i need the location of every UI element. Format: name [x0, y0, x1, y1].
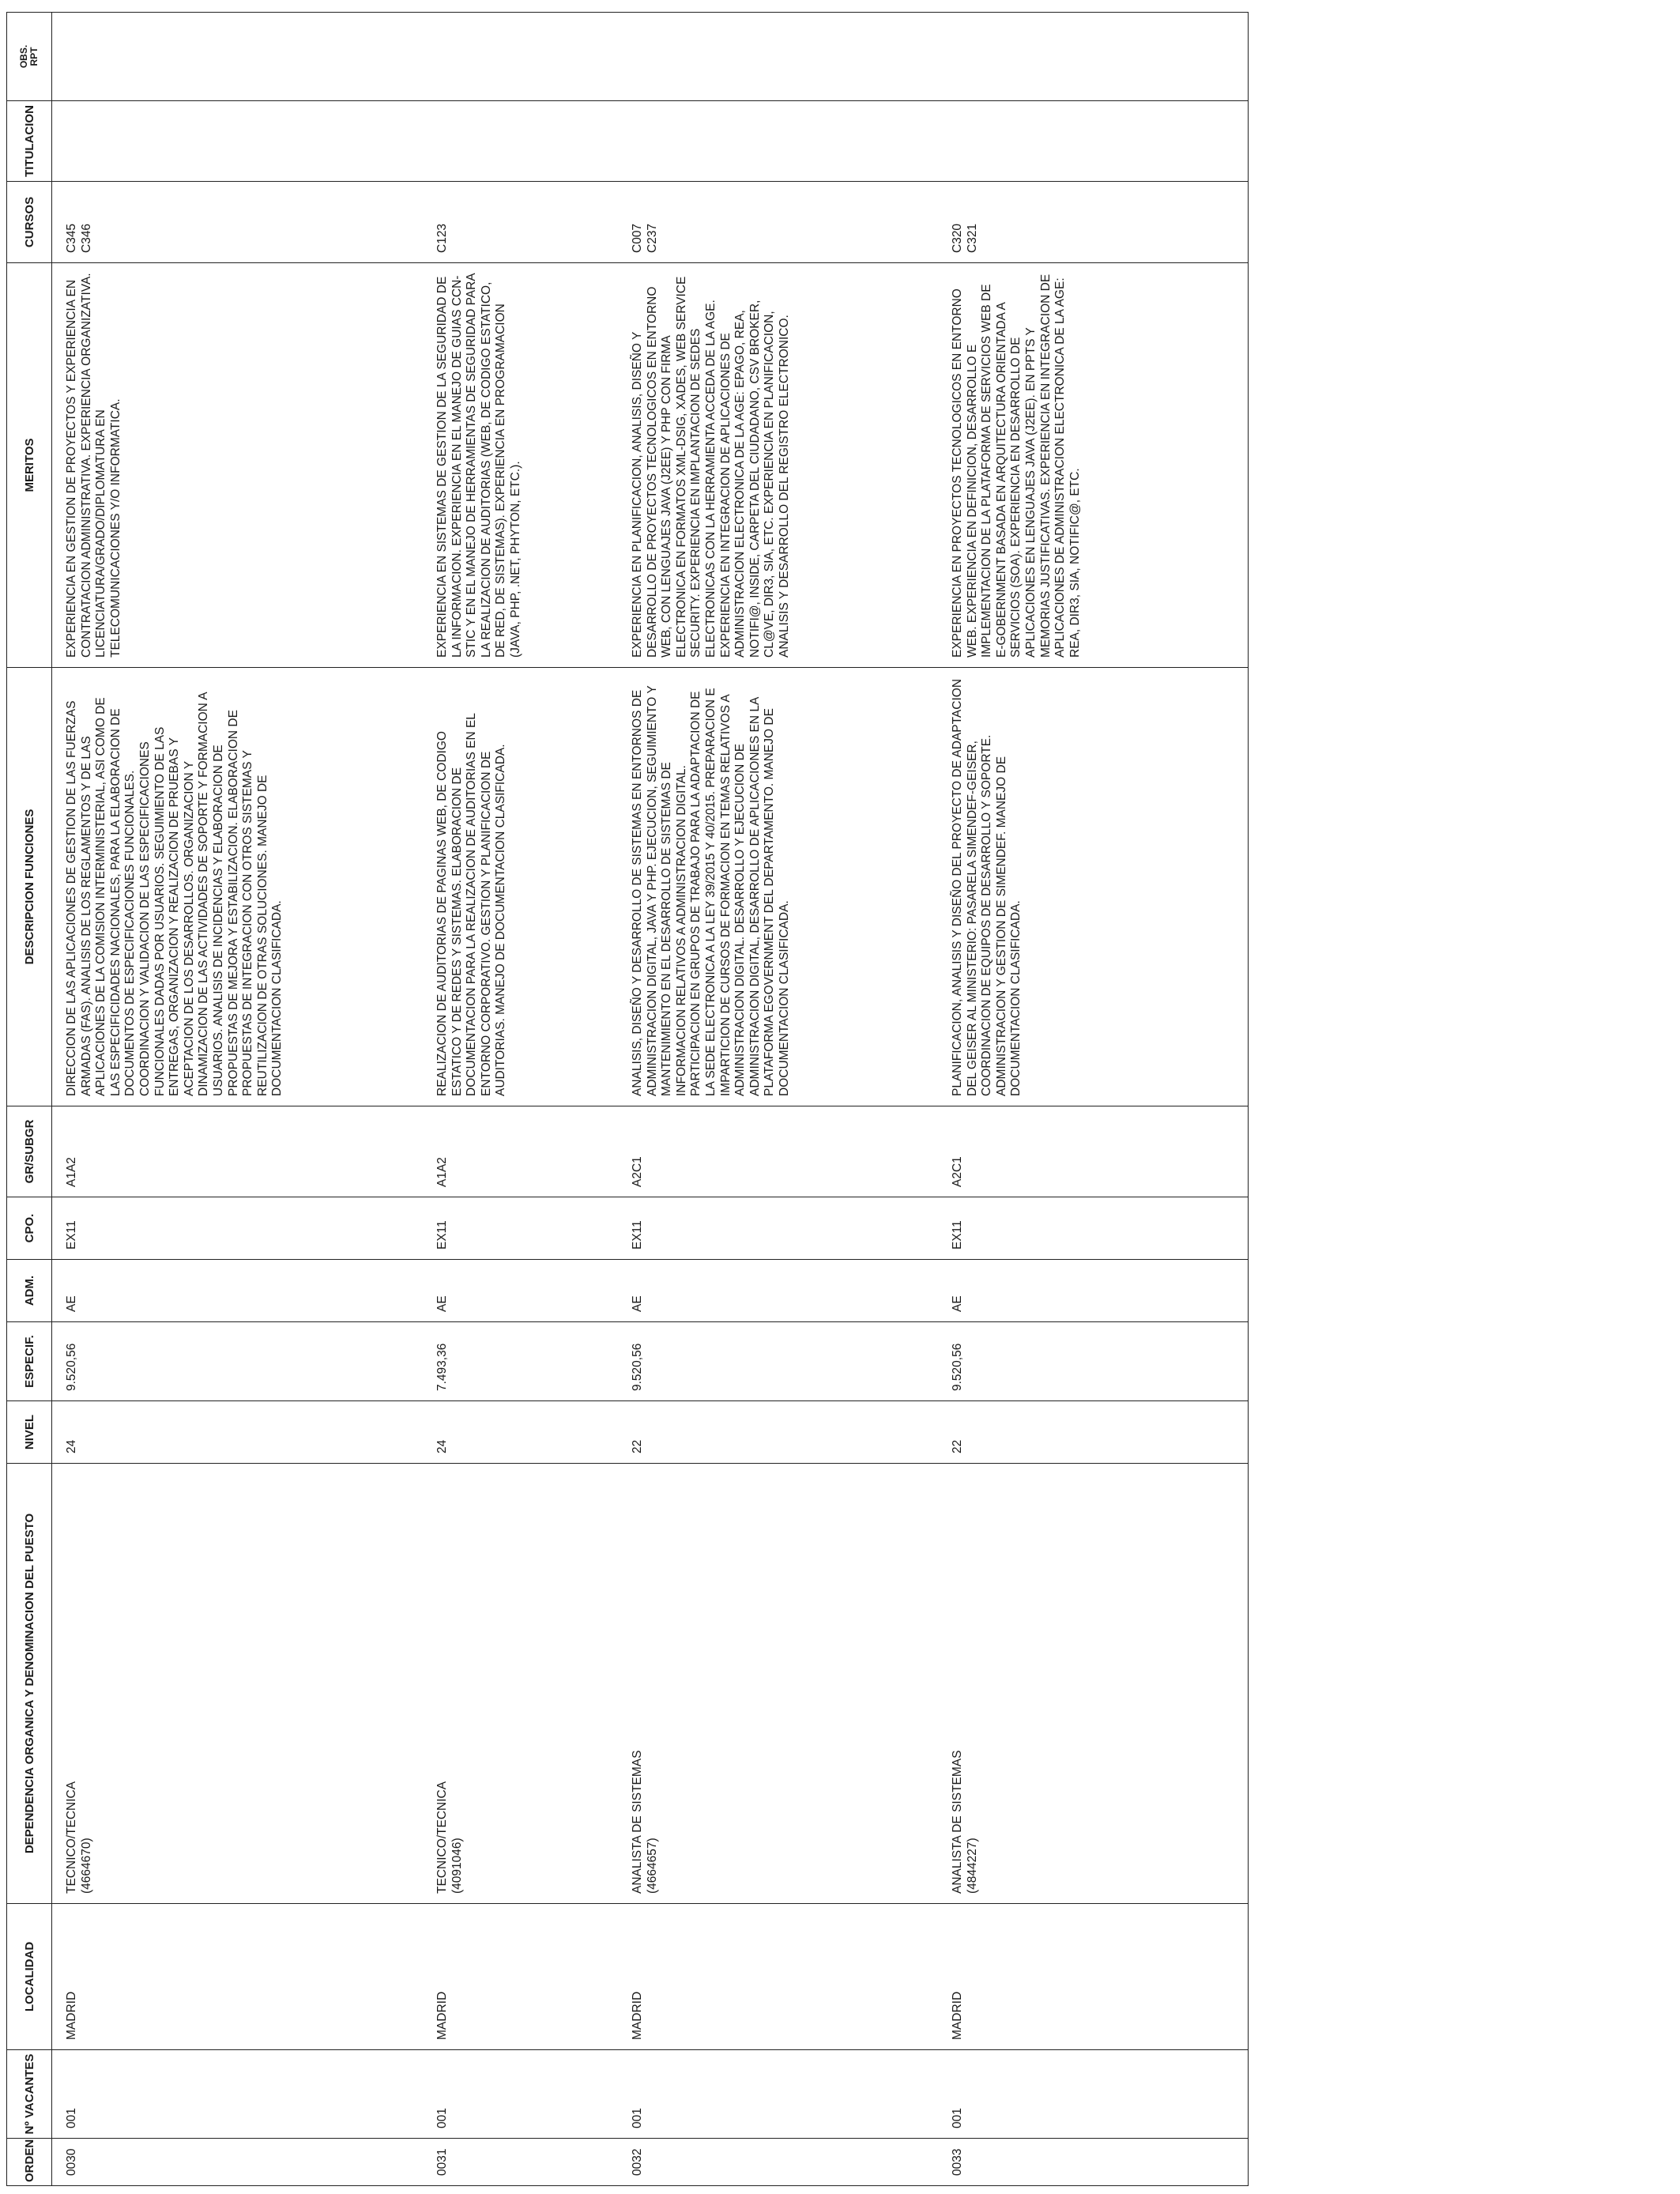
cell-funciones: PLANIFICACION, ANALISIS Y DISEÑO DEL PROYECTO DE ADAPTACION DEL GEISER AL MINISTERIO: PASARELA SIMENDEF-GEISER, COORDINACION DE EQUIPOS DE DESARROLLO Y SOPORTE. ADMINISTRACION Y GESTION DE SIMENDEF. MANEJO DE DOCUMENTACION CLASIFICADA. — [938, 668, 1249, 1106]
cell-grsubgr: A2C1 — [618, 1106, 938, 1197]
cell-especif: 9.520,56 — [938, 1322, 1249, 1401]
header-vacantes: Nº VACANTES — [7, 2050, 52, 2139]
cell-adm: AE — [938, 1260, 1249, 1322]
cell-cursos — [52, 182, 424, 263]
puesto-name: ANALISTA DE SISTEMAS — [951, 1750, 964, 1894]
cell-localidad: MADRID — [618, 1904, 938, 2050]
cell-cpo: EX11 — [52, 1197, 424, 1260]
cell-cpo: EX11 — [938, 1197, 1249, 1260]
puesto-code: (4664657) — [645, 1838, 659, 1894]
puesto-code: (4664670) — [79, 1838, 93, 1894]
cell-orden: 0030 — [52, 2139, 424, 2186]
cell-dependencia — [423, 1464, 618, 1904]
cell-dependencia — [52, 1464, 424, 1904]
cell-grsubgr: A1A2 — [423, 1106, 618, 1197]
cell-titulacion — [52, 101, 424, 182]
header-localidad: LOCALIDAD — [7, 1904, 52, 2050]
header-nivel: NIVEL — [7, 1401, 52, 1464]
cell-titulacion — [938, 101, 1249, 182]
cell-cursos — [423, 182, 618, 263]
cell-adm: AE — [618, 1260, 938, 1322]
cell-localidad: MADRID — [423, 1904, 618, 2050]
cell-adm: AE — [52, 1260, 424, 1322]
cell-nivel: 24 — [52, 1401, 424, 1464]
cell-titulacion — [423, 101, 618, 182]
table-row — [938, 13, 1249, 2186]
curso-code: C007 — [631, 223, 644, 253]
cell-funciones: REALIZACION DE AUDITORIAS DE PAGINAS WEB, DE CODIGO ESTATICO Y DE REDES Y SISTEMAS. ELABORACION DE DOCUMENTACION PARA LA REALIZACION DE AUDITORIAS EN EL ENTORNO CORPORATIVO. GESTION Y PLANIFICACION DE AUDITORIAS. MANEJO DE DOCUMENTACION CLASIFICADA. — [423, 668, 618, 1106]
cell-funciones: DIRECCION DE LAS APLICACIONES DE GESTION DE LAS FUERZAS ARMADAS (FAS). ANALISIS DE LOS REGLAMENTOS Y DE LAS APLICACIONES DE LA COMISION INTERMINISTERIAL, ASI COMO DE LAS ESPECIFICIDADES NACIONALES, PARA LA ELABORACION DE DOCUMENTOS DE ESPECIFICACIONES FUNCIONALES. COORDINACION Y VALIDACION DE LAS ESPECIFICACIONES FUNCIONALES DADAS POR USUARIOS. SEGUIMIENTO DE LAS ENTREGAS, ORGANIZACION Y REALIZACION DE PRUEBAS Y ACEPTACION DE LOS DESARROLLOS. ORGANIZACION Y DINAMIZACION DE LAS ACTIVIDADES DE SOPORTE Y FORMACION A USUARIOS. ANALISIS DE INCIDENCIAS Y ELABORACION DE PROPUESTAS DE MEJORA Y ESTABILIZACION. ELABORACION DE PROPUESTAS DE INTEGRACION CON OTROS SISTEMAS Y REUTILIZACION DE OTRAS SOLUCIONES. MANEJO DE DOCUMENTACION CLASIFICADA. — [52, 668, 424, 1106]
table-row — [618, 13, 938, 2186]
cell-grsubgr: A1A2 — [52, 1106, 424, 1197]
curso-code: C237 — [645, 223, 659, 253]
header-obs-line1: OBS. — [18, 44, 30, 69]
cell-localidad: MADRID — [52, 1904, 424, 2050]
cell-obs — [423, 13, 618, 101]
header-titulacion: TITULACION — [7, 101, 52, 182]
cell-vacantes: 001 — [938, 2050, 1249, 2139]
cell-cpo: EX11 — [423, 1197, 618, 1260]
cell-especif: 7.493,36 — [423, 1322, 618, 1401]
header-adm: ADM. — [7, 1260, 52, 1322]
curso-code: C345 — [65, 223, 78, 253]
puesto-name: ANALISTA DE SISTEMAS — [631, 1750, 644, 1894]
header-especif: ESPECIF. — [7, 1322, 52, 1401]
puesto-name: TECNICO/TECNICA — [435, 1781, 449, 1894]
cell-dependencia — [618, 1464, 938, 1904]
header-obs-line2: RPT — [28, 47, 40, 66]
cell-cursos — [618, 182, 938, 263]
header-row — [7, 13, 52, 2186]
cell-meritos: EXPERIENCIA EN GESTION DE PROYECTOS Y EXPERIENCIA EN CONTRATACION ADMINISTRATIVA. EXPERIENCIA ORGANIZATIVA. LICENCIATURA/GRADO/DIPLOMATURA EN TELECOMUNICACIONES Y/O INFORMATICA. — [52, 263, 424, 668]
cell-especif: 9.520,56 — [618, 1322, 938, 1401]
cell-adm: AE — [423, 1260, 618, 1322]
puesto-name: TECNICO/TECNICA — [65, 1781, 78, 1894]
cell-nivel: 22 — [938, 1401, 1249, 1464]
cell-especif: 9.520,56 — [52, 1322, 424, 1401]
cell-funciones: ANALISIS, DISEÑO Y DESARROLLO DE SISTEMAS EN ENTORNOS DE ADMINISTRACION DIGITAL, JAVA Y PHP. EJECUCION, SEGUIMIENTO Y MANTENIMIENTO EN EL DESARROLLO DE SISTEMAS DE INFORMACION RELATIVOS A ADMINISTRACION DIGITAL. PARTICIPACION EN GRUPOS DE TRABAJO PARA LA ADAPTACION DE LA SEDE ELECTRONICA A LA LEY 39/2015 Y 40/2015. PREPARACION E IMPARTICION DE CURSOS DE FORMACION EN TEMAS RELATIVOS A ADMINISTRACION DIGITAL. DESARROLLO Y EJECUCION DE ADMINISTRACION DIGITAL, DESARROLLO DE APLICACIONES EN LA PLATAFORMA EGOVERNMENT DEL DEPARTAMENTO. MANEJO DE DOCUMENTACION CLASIFICADA. — [618, 668, 938, 1106]
header-orden: ORDEN — [7, 2139, 52, 2186]
cell-grsubgr: A2C1 — [938, 1106, 1249, 1197]
table-row — [52, 13, 424, 2186]
cell-meritos: EXPERIENCIA EN PLANIFICACION, ANALISIS, DISEÑO Y DESARROLLO DE PROYECTOS TECNOLOGICOS EN ENTORNO WEB, CON LENGUAJES JAVA (J2EE) Y PHP CON FIRMA ELECTRONICA EN FORMATOS XML-DSIG, XADES, WEB SERVICE SECURITY. EXPERIENCIA EN IMPLANTACION DE SEDES ELECTRONICAS CON LA HERRAMIENTA ACCEDA DE LA AGE. EXPERIENCIA EN INTEGRACION DE APLICACIONES DE ADMINISTRACION ELECTRONICA DE LA AGE: EPAGO, REA, NOTIFI@, INSIDE, CARPETA DEL CIUDADANO, CSV BROKER, CL@VE, DIR3, SIA, ETC. EXPERIENCIA EN PLANIFICACION, ANALISIS Y DESARROLLO DEL REGISTRO ELECTRONICO. — [618, 263, 938, 668]
header-cpo: CPO. — [7, 1197, 52, 1260]
cell-vacantes: 001 — [423, 2050, 618, 2139]
cell-nivel: 22 — [618, 1401, 938, 1464]
header-obs-rpt — [7, 13, 52, 101]
cell-dependencia — [938, 1464, 1249, 1904]
cell-titulacion — [618, 101, 938, 182]
curso-code: C123 — [435, 223, 449, 253]
cell-obs — [938, 13, 1249, 101]
cell-nivel: 24 — [423, 1401, 618, 1464]
cell-localidad: MADRID — [938, 1904, 1249, 2050]
header-grsubgr: GR/SUBGR — [7, 1106, 52, 1197]
cell-meritos: EXPERIENCIA EN PROYECTOS TECNOLOGICOS EN ENTORNO WEB. EXPERIENCIA EN DEFINICION, DESARROLLO E IMPLEMENTACION DE LA PLATAFORMA DE SERVICIOS WEB DE E-GOBERNMENT BASADA EN ARQUITECTURA ORIENTADA A SERVICIOS (SOA). EXPERIENCIA EN DESARROLLO DE APLICACIONES EN LENGUAJES JAVA (J2EE). EN PPTS Y MEMORIAS JUSTIFICATIVAS. EXPERIENCIA EN INTEGRACION DE APLICACIONES DE ADMINISTRACION ELECTRONICA DE LA AGE: REA, DIR3, SIA, NOTIFIC@, ETC. — [938, 263, 1249, 668]
header-dependencia: DEPENDENCIA ORGANICA Y DENOMINACION DEL PUESTO — [7, 1464, 52, 1904]
curso-code: C321 — [965, 223, 979, 253]
table-row — [423, 13, 618, 2186]
header-funciones: DESCRIPCION FUNCIONES — [7, 668, 52, 1106]
cell-meritos: EXPERIENCIA EN SISTEMAS DE GESTION DE LA SEGURIDAD DE LA INFORMACION. EXPERIENCIA EN EL MANEJO DE GUIAS CCN-STIC Y EN EL MANEJO DE HERRAMIENTAS DE SEGURIDAD PARA LA REALIZACION DE AUDITORIAS (WEB, DE CODIGO ESTATICO, DE RED, DE SISTEMAS). EXPERIENCIA EN PROGRAMACION (JAVA, PHP, .NET, PHYTON, ETC.). — [423, 263, 618, 668]
header-cursos: CURSOS — [7, 182, 52, 263]
cell-obs — [52, 13, 424, 101]
curso-code: C346 — [79, 223, 93, 253]
cell-orden: 0033 — [938, 2139, 1249, 2186]
puesto-code: (4844227) — [965, 1838, 979, 1894]
curso-code: C320 — [951, 223, 964, 253]
cell-cpo: EX11 — [618, 1197, 938, 1260]
cell-vacantes: 001 — [52, 2050, 424, 2139]
cell-orden: 0031 — [423, 2139, 618, 2186]
cell-orden: 0032 — [618, 2139, 938, 2186]
cell-vacantes: 001 — [618, 2050, 938, 2139]
header-meritos: MERITOS — [7, 263, 52, 668]
cell-obs — [618, 13, 938, 101]
vacancy-table — [6, 12, 1249, 2186]
puesto-code: (4091046) — [450, 1838, 464, 1894]
rotated-table-container — [6, 13, 1190, 2186]
cell-cursos — [938, 182, 1249, 263]
